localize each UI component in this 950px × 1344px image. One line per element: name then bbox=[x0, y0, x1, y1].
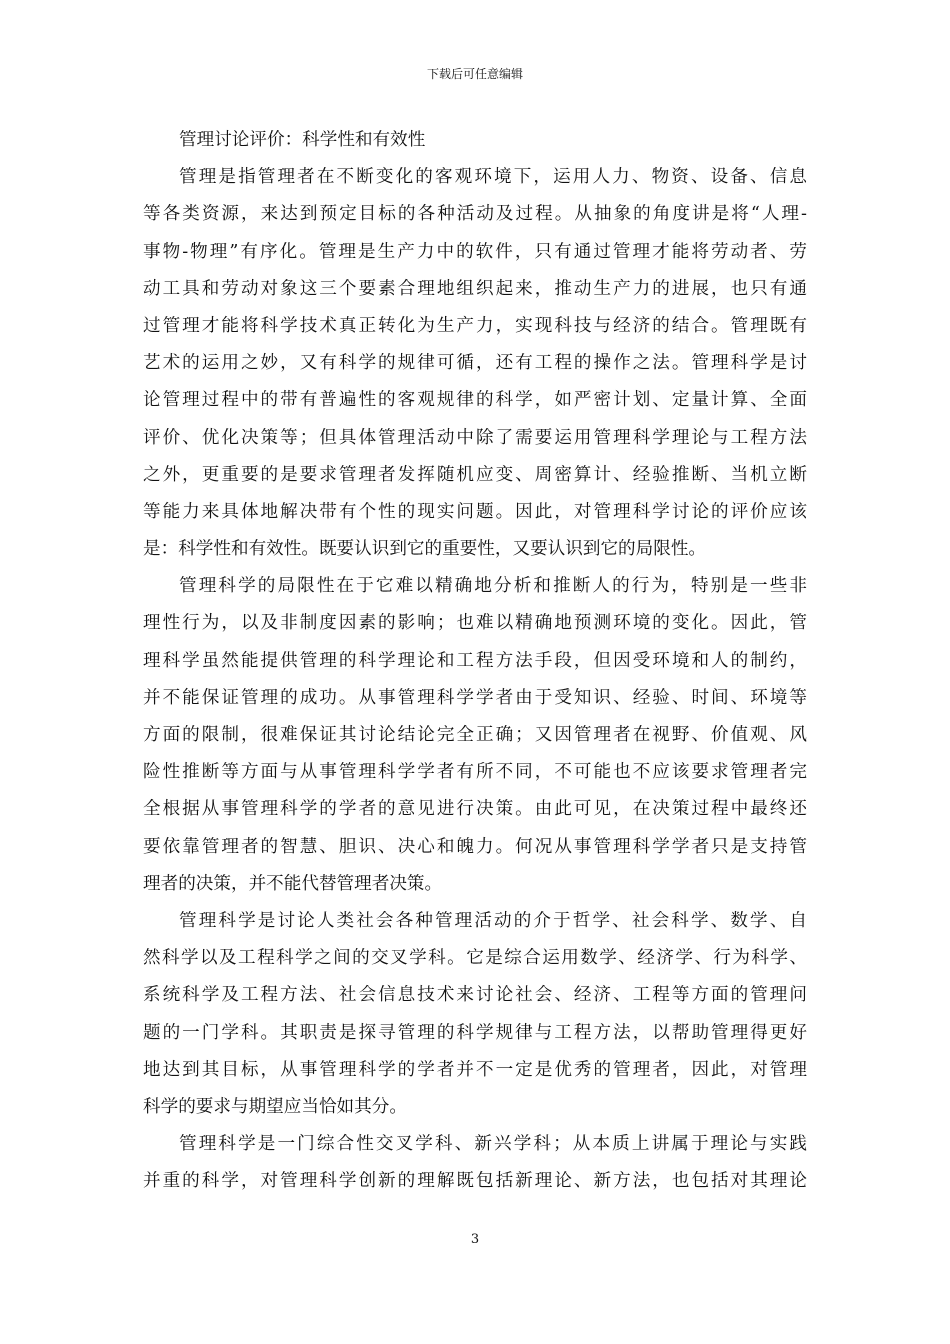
paragraph-line: 等能力来具体地解决带有个性的现实问题。因此，对管理科学讨论的评价应该 bbox=[143, 501, 807, 522]
paragraph-3 bbox=[143, 903, 807, 1126]
paragraph-line: 论管理过程中的带有普遍性的客观规律的科学，如严密计划、定量计算、全面 bbox=[143, 390, 807, 411]
paragraph-line: 管理科学是一门综合性交叉学科、新兴学科；从本质上讲属于理论与实践 bbox=[179, 1134, 807, 1155]
page-number: 3 bbox=[470, 1232, 480, 1247]
paragraph-line: 管理科学的局限性在于它难以精确地分析和推断人的行为，特别是一些非 bbox=[179, 576, 807, 597]
paragraph-line: 管理科学是讨论人类社会各种管理活动的介于哲学、社会科学、数学、自 bbox=[179, 910, 807, 931]
paragraph-line: 科学的要求与期望应当恰如其分。 bbox=[143, 1096, 407, 1117]
paragraph-line: 理者的决策，并不能代替管理者决策。 bbox=[143, 873, 443, 894]
paragraph-line: 并不能保证管理的成功。从事管理科学学者由于受知识、经验、时间、环境等 bbox=[143, 687, 807, 708]
paragraph-line: 然科学以及工程科学之间的交叉学科。它是综合运用数学、经济学、行为科学、 bbox=[143, 948, 807, 969]
paragraph-line: 艺术的运用之妙，又有科学的规律可循，还有工程的操作之法。管理科学是讨 bbox=[143, 353, 807, 374]
paragraph-line: 评价、优化决策等；但具体管理活动中除了需要运用管理科学理论与工程方法 bbox=[143, 427, 807, 448]
paragraph-2 bbox=[143, 568, 807, 903]
paragraph-1 bbox=[143, 159, 807, 568]
document-body bbox=[143, 122, 807, 1200]
paragraph-line: 并重的科学，对管理科学创新的理解既包括新理论、新方法，也包括对其理论 bbox=[143, 1171, 807, 1192]
paragraph-line: 理科学虽然能提供管理的科学理论和工程方法手段，但因受环境和人的制约， bbox=[143, 650, 807, 671]
paragraph-line: 地达到其目标，从事管理科学的学者并不一定是优秀的管理者，因此，对管理 bbox=[143, 1059, 807, 1080]
paragraph-line: 之外，更重要的是要求管理者发挥随机应变、周密算计、经验推断、当机立断 bbox=[143, 464, 807, 485]
paragraph-line: 要依靠管理者的智慧、胆识、决心和魄力。何况从事管理科学学者只是支持管 bbox=[143, 836, 807, 857]
paragraph-line: 题的一门学科。其职责是探寻管理的科学规律与工程方法，以帮助管理得更好 bbox=[143, 1022, 807, 1043]
document-title: 管理讨论评价：科学性和有效性 bbox=[179, 130, 426, 150]
paragraph-line: 事物-物理”有序化。管理是生产力中的软件，只有通过管理才能将劳动者、劳 bbox=[143, 241, 807, 262]
paragraph-line: 等各类资源，来达到预定目标的各种活动及过程。从抽象的角度讲是将“人理- bbox=[143, 204, 807, 225]
paragraph-line: 全根据从事管理科学的学者的意见进行决策。由此可见，在决策过程中最终还 bbox=[143, 799, 807, 820]
page-header: 下载后可任意编辑 bbox=[426, 67, 523, 81]
paragraph-line: 过管理才能将科学技术真正转化为生产力，实现科技与经济的结合。管理既有 bbox=[143, 315, 807, 336]
paragraph-line: 方面的限制，很难保证其讨论结论完全正确；又因管理者在视野、价值观、风 bbox=[143, 725, 807, 745]
paragraph-line: 理性行为，以及非制度因素的影响；也难以精确地预测环境的变化。因此，管 bbox=[143, 613, 807, 634]
paragraph-line: 险性推断等方面与从事管理科学学者有所不同，不可能也不应该要求管理者完 bbox=[143, 762, 807, 783]
paragraph-line: 动工具和劳动对象这三个要素合理地组织起来，推动生产力的进展，也只有通 bbox=[143, 278, 807, 299]
paragraph-4 bbox=[143, 1126, 807, 1200]
paragraph-line: 是：科学性和有效性。既要认识到它的重要性，又要认识到它的局限性。 bbox=[143, 539, 707, 560]
paragraph-line: 管理是指管理者在不断变化的客观环境下，运用人力、物资、设备、信息 bbox=[179, 167, 807, 188]
paragraph-line: 系统科学及工程方法、社会信息技术来讨论社会、经济、工程等方面的管理问 bbox=[143, 985, 807, 1006]
